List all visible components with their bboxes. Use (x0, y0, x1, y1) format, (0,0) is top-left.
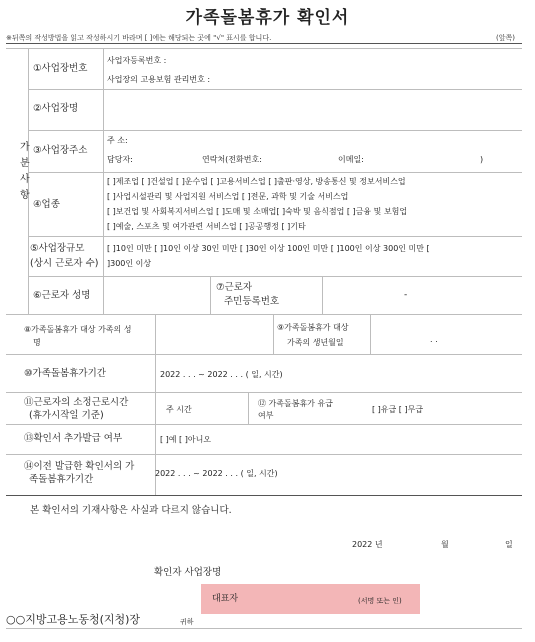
recipient-office: ○○지방고용노동청(지청)장 (6, 613, 141, 626)
industry-options-1: [ ]제조업 [ ]건설업 [ ]운수업 [ ]고용서비스업 [ ]출판·영상, 방송통신 및 정보서비스업 (107, 177, 406, 186)
date-day: 일 (505, 540, 513, 549)
representative-label: 대표자 (212, 594, 239, 604)
business-name-label: ②사업장명 (33, 103, 79, 114)
business-reg-number: 사업자등록번호 : (107, 56, 167, 65)
industry-options-4: [ ]예술, 스포츠 및 여가관련 서비스업 [ ]공공행정 [ ]기타 (107, 222, 306, 231)
date-year: 2022 년 (352, 540, 383, 549)
worker-rrn-label: ⑦근로자 (216, 282, 253, 293)
business-size-label: ⑤사업장규모 (30, 243, 85, 254)
email-field: 이메일: (338, 155, 364, 164)
business-reg-label: ①사업장번호 (33, 63, 88, 74)
family-name-label-cont: 명 (33, 338, 41, 347)
paid-leave-sublabel: 여부 (258, 411, 274, 420)
paid-leave-options: [ ]유급 [ ]무급 (372, 405, 424, 414)
previous-period-value: 2022 . . . ~ 2022 . . . ( 일, 시간) (155, 469, 278, 478)
statement-text: 본 확인서의 기재사항은 사실과 다르지 않습니다. (30, 505, 232, 516)
worker-rrn-value: - (404, 290, 408, 300)
size-options-1: [ ]10인 미만 [ ]10인 이상 30인 미만 [ ]30인 이상 100인 미만 [ ]100인 이상 300인 미만 [ (107, 244, 430, 253)
work-hours-value: 주 시간 (166, 405, 192, 414)
additional-issue-label: ⑬확인서 추가발급 여부 (24, 433, 123, 444)
section-label: 가분사항 (20, 142, 30, 201)
previous-period-label: ⑭이전 발급한 확인서의 가 (24, 461, 135, 472)
previous-period-sublabel: 족돌봄휴가기간 (29, 474, 94, 485)
phone-field: 연락처(전화번호: (202, 155, 262, 164)
recipient-suffix: 귀하 (180, 618, 194, 626)
instruction-notice: ※뒤쪽의 작성방법을 읽고 작성하시기 바라며 [ ]에는 해당되는 곳에 "√" 표시를 합니다. (6, 34, 272, 42)
document-title: 가족돌봄휴가 확인서 (185, 8, 350, 28)
leave-period-value: 2022 . . . ~ 2022 . . . ( 일, 시간) (160, 370, 283, 379)
page-side-label: (앞쪽) (496, 34, 515, 42)
industry-options-3: [ ]보건업 및 사회복지서비스업 [ ]도매 및 소매업[ ]숙박 및 음식점업 [ ]금융 및 보험업 (107, 207, 408, 216)
industry-label: ④업종 (33, 199, 60, 210)
business-address-label: ③사업장주소 (33, 145, 88, 156)
additional-issue-options: [ ]예 [ ]아니오 (160, 435, 212, 444)
family-name-label: ⑧가족돌봄휴가 대상 가족의 성 (24, 325, 132, 334)
address-field: 주 소: (107, 136, 128, 145)
close-paren: ) (480, 155, 484, 164)
family-birth-label: ⑨가족돌봄휴가 대상 (277, 323, 349, 332)
leave-period-label: ⑩가족돌봄휴가기간 (24, 368, 106, 379)
signature-hint: (서명 또는 인) (358, 597, 402, 605)
manager-field: 담당자: (107, 155, 133, 164)
family-birth-sublabel: 가족의 생년월일 (287, 338, 344, 347)
business-size-sublabel: (상시 근로자 수) (30, 258, 99, 269)
confirmer-business-label: 확인자 사업장명 (154, 567, 222, 578)
insurance-number: 사업장의 고용보험 관리번호 : (107, 75, 211, 84)
worker-name-label: ⑥근로자 성명 (33, 290, 91, 301)
date-month: 월 (441, 540, 449, 549)
work-hours-label: ⑪근로자의 소정근로시간 (24, 397, 129, 408)
size-options-2: ]300인 이상 (107, 259, 152, 268)
paid-leave-label: ⑫ 가족돌봄휴가 유급 (258, 399, 333, 408)
family-birth-value: . . (430, 335, 438, 344)
worker-rrn-sublabel: 주민등록번호 (224, 296, 280, 307)
work-hours-sublabel: (휴가시작일 기준) (29, 410, 104, 421)
industry-options-2: [ ]사업시설관리 및 사업지원 서비스업 [ ]전문, 과학 및 기술 서비스업 (107, 192, 349, 201)
